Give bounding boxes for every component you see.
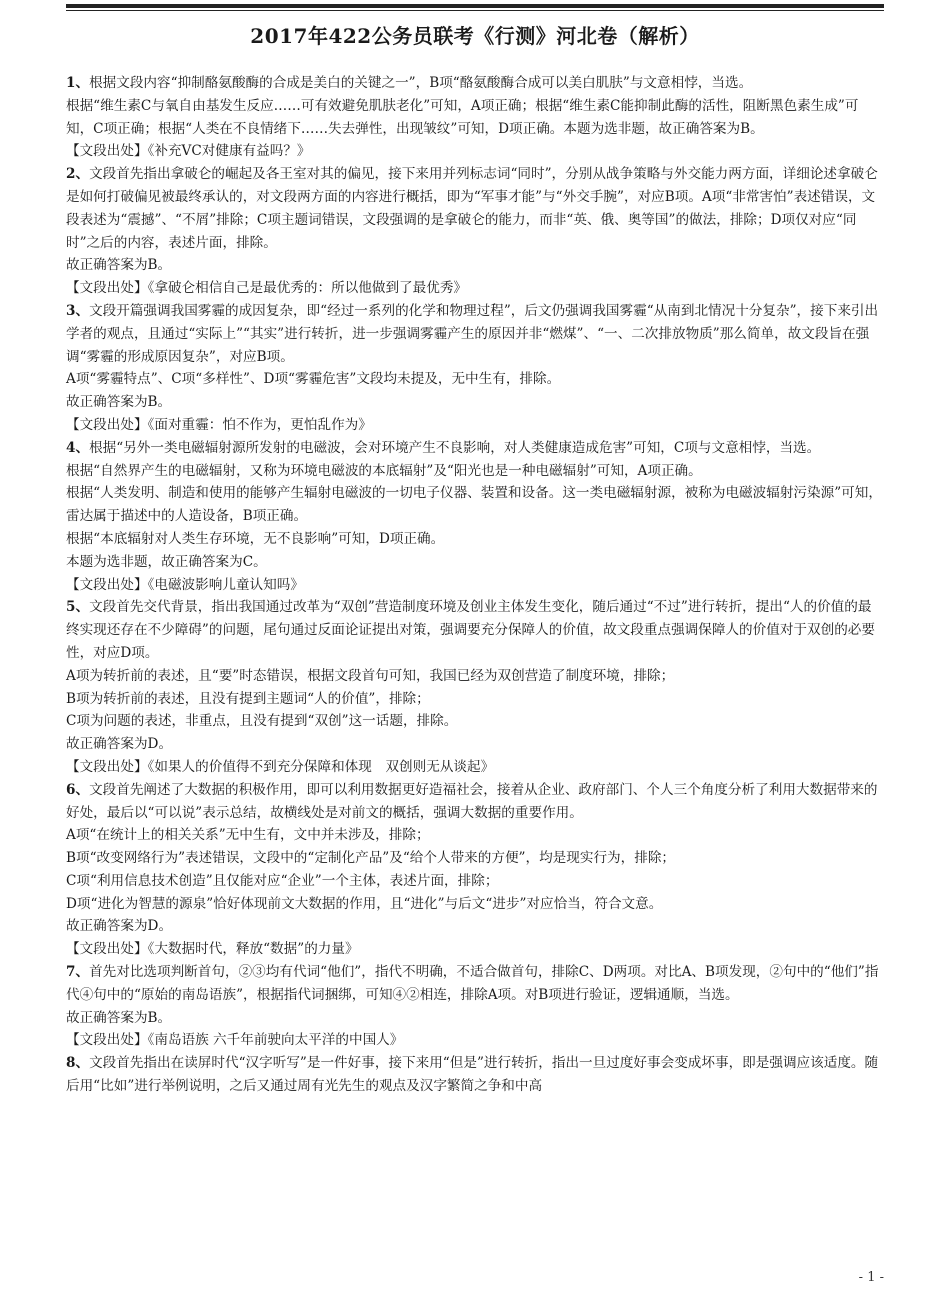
paragraph-text: 文段首先指出拿破仑的崛起及各王室对其的偏见，接下来用并列标志词“同时”，分别从战争策略与外交能力两方面，详细论述拿破仑是如何打破偏见被最终承认的，对文段两方面的内容进行概括，即为“军事才能”与“外交手腕”，对应B项。A项“非常害怕”表述错误，文段表述为“震撼”、“不屑”排除；C项主题词错误，文段强调的是拿破仑的能力，而非“英、俄、奥等国”的做法，排除；D项仅对应“同时”之后的内容，表述片面，排除。 [66, 166, 878, 251]
paragraph-text: 本题为选非题，故正确答案为C。 [66, 553, 267, 570]
paragraph [66, 710, 884, 733]
paragraph-text: C项为问题的表述，非重点，且没有提到“双创”这一话题，排除。 [66, 713, 458, 730]
question-number: 1、 [66, 75, 90, 91]
paragraph-text: 【文段出处】《如果人的价值得不到充分保障和体现 双创则无从谈起》 [66, 758, 495, 775]
paragraph [66, 72, 884, 95]
paragraph [66, 574, 884, 597]
paragraph [66, 391, 884, 414]
header-rule-thick [66, 4, 884, 8]
question-number: 7、 [66, 964, 90, 981]
paragraph [66, 163, 884, 254]
paragraph [66, 1052, 884, 1098]
paragraph [66, 596, 884, 664]
paragraph [66, 961, 884, 1007]
paragraph-text: 故正确答案为B。 [66, 394, 172, 411]
question-number: 8、 [66, 1055, 90, 1072]
paragraph-text: 根据“另外一类电磁辐射源所发射的电磁波，会对环境产生不良影响，对人类健康造成危害”可知，C项与文意相悖，当选。 [89, 439, 821, 456]
paragraph-text: 文段开篇强调我国雾霾的成因复杂，即“经过一系列的化学和物理过程”，后文仍强调我国雾霾“从南到北情况十分复杂”，接下来引出学者的观点，且通过“实际上”“其实”进行转折，进一步强调雾霾产生的原因并非“燃煤”、“一、二次排放物质”那么简单，故文段旨在强调“雾霾的形成原因复杂”，对应B项。 [66, 302, 879, 365]
paragraph-text: B项为转折前的表述，且没有提到主题词“人的价值”，排除； [66, 690, 430, 707]
paragraph [66, 1007, 884, 1030]
paragraph [66, 847, 884, 870]
paragraph-text: 首先对比选项判断首句，②③均有代词“他们”，指代不明确，不适合做首句，排除C、D两项。对比A、B项发现，②句中的“他们”指代④句中的“原始的南岛语族”，根据指代词捆绑，可知④②相连，排除A项。对B项进行验证，逻辑通顺，当选。 [66, 964, 879, 1003]
paragraph [66, 277, 884, 300]
paragraph [66, 140, 884, 163]
paragraph-text: 故正确答案为D。 [66, 918, 173, 935]
paragraph-text: 【文段出处】《大数据时代，释放“数据”的力量》 [66, 941, 359, 958]
question-number: 5、 [66, 599, 90, 616]
paragraph-text: A项“雾霾特点”、C项“多样性”、D项“雾霾危害”文段均未提及，无中生有，排除。 [66, 371, 561, 388]
paragraph [66, 254, 884, 277]
paragraph [66, 665, 884, 688]
document-body [66, 72, 884, 1098]
paragraph-text: B项“改变网络行为”表述错误，文段中的“定制化产品”及“给个人带来的方便”，均是现实行为，排除； [66, 850, 676, 867]
paragraph-text: 根据“自然界产生的电磁辐射，又称为环境电磁波的本底辐射”及“阳光也是一种电磁辐射”可知，A项正确。 [66, 462, 702, 479]
paragraph [66, 95, 884, 141]
paragraph-text: A项“在统计上的相关关系”无中生有，文中并未涉及，排除； [66, 827, 430, 844]
question-number: 6、 [66, 781, 90, 798]
paragraph-text: 故正确答案为D。 [66, 736, 173, 753]
paragraph-text: 【文段出处】《面对重霾：怕不作为，更怕乱作为》 [66, 416, 372, 433]
paragraph [66, 528, 884, 551]
paragraph-text: C项“利用信息技术创造”且仅能对应“企业”一个主体，表述片面，排除； [66, 872, 499, 889]
question-number: 4、 [66, 439, 90, 456]
header-rule-thin [66, 10, 884, 11]
paragraph-text: 文段首先阐述了大数据的积极作用，即可以利用数据更好造福社会，接着从企业、政府部门、个人三个角度分析了利用大数据带来的好处，最后以“可以说”表示总结，故横线处是对前文的概括，强调大数据的重要作用。 [66, 781, 878, 821]
paragraph [66, 688, 884, 711]
paragraph [66, 368, 884, 391]
question-number: 2、 [66, 166, 90, 183]
paragraph-text: 【文段出处】《补充VC对健康有益吗？》 [66, 143, 311, 160]
question-number: 3、 [66, 302, 90, 319]
paragraph [66, 551, 884, 574]
paragraph [66, 437, 884, 460]
page-number: - 1 - [858, 1270, 884, 1285]
paragraph [66, 915, 884, 938]
paragraph-text: 【文段出处】《南岛语族 六千年前驶向太平洋的中国人》 [66, 1032, 404, 1049]
paragraph [66, 779, 884, 825]
paragraph [66, 756, 884, 779]
paragraph-text: 根据“人类发明、制造和使用的能够产生辐射电磁波的一切电子仪器、装置和设备。这一类电磁辐射源，被称为电磁波辐射污染源”可知，雷达属于描述中的人造设备，B项正确。 [66, 485, 882, 525]
paragraph-text: 文段首先交代背景，指出我国通过改革为“双创”营造制度环境及创业主体发生变化，随后通过“不过”进行转折，提出“人的价值的最终实现还存在不少障碍”的问题，尾句通过反面论证提出对策，强调要充分保障人的价值，故文段重点强调保障人的价值对于双创的必要性，对应D项。 [66, 599, 875, 661]
paragraph-text: 根据文段内容“抑制酪氨酸酶的合成是美白的关键之一”，B项“酪氨酸酶合成可以美白肌肤”与文意相悖，当选。 [89, 75, 753, 91]
paragraph-text: 根据“维生素C与氧自由基发生反应……可有效避免肌肤老化”可知，A项正确；根据“维生素C能抑制此酶的活性，阻断黑色素生成”可知，C项正确；根据“人类在不良情绪下……失去弹性，出现皱纹”可知，D项正确。本题为选非题，故正确答案为B。 [66, 97, 859, 137]
paragraph-text: 【文段出处】《拿破仑相信自己是最优秀的：所以他做到了最优秀》 [66, 280, 468, 297]
paragraph-text: 故正确答案为B。 [66, 257, 172, 274]
paragraph [66, 482, 884, 528]
paragraph [66, 1029, 884, 1052]
paragraph-text: A项为转折前的表述，且“要”时态错误，根据文段首句可知，我国已经为双创营造了制度环境，排除； [66, 667, 675, 684]
paragraph-text: 【文段出处】《电磁波影响儿童认知吗》 [66, 576, 304, 593]
paragraph-text: 根据“本底辐射对人类生存环境，无不良影响”可知，D项正确。 [66, 530, 445, 547]
paragraph-text: 故正确答案为B。 [66, 1009, 172, 1026]
page-title: 2017年422公务员联考《行测》河北卷（解析） [250, 24, 700, 48]
paragraph [66, 938, 884, 961]
paragraph [66, 460, 884, 483]
paragraph [66, 300, 884, 368]
paragraph [66, 414, 884, 437]
paragraph [66, 824, 884, 847]
paragraph-text: D项“进化为智慧的源泉”恰好体现前文大数据的作用，且“进化”与后文“进步”对应恰当，符合文意。 [66, 895, 663, 912]
paragraph [66, 733, 884, 756]
paragraph [66, 893, 884, 916]
paragraph-text: 文段首先指出在读屏时代“汉字听写”是一件好事，接下来用“但是”进行转折，指出一旦过度好事会变成坏事，即是强调应该适度。随后用“比如”进行举例说明，之后又通过周有光先生的观点及汉字繁简之争和中高 [66, 1055, 879, 1095]
paragraph [66, 870, 884, 893]
